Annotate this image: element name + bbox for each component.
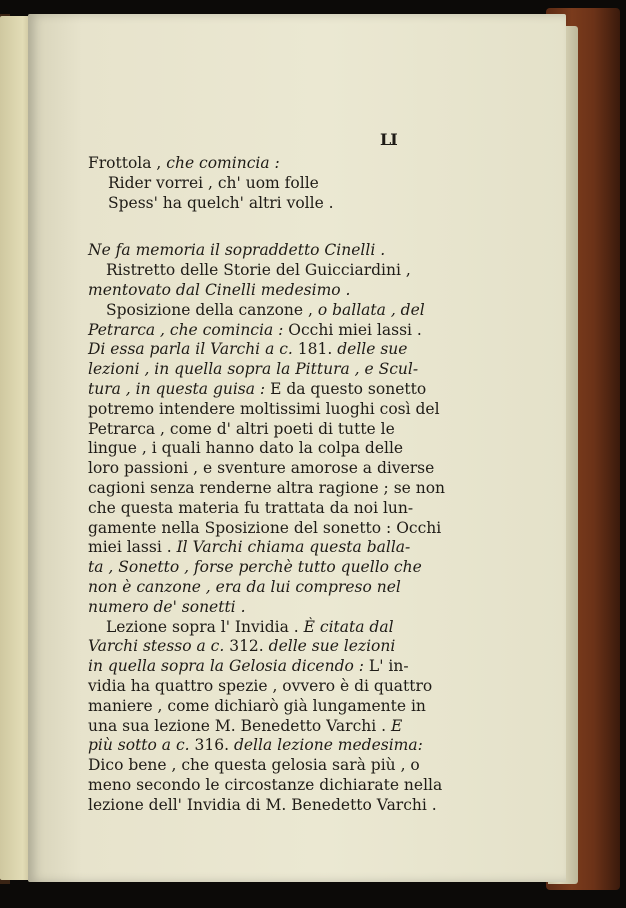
frottola-title-italic: che comincia : xyxy=(166,154,280,172)
text-segment: della lezione medesima: xyxy=(233,736,423,755)
text-line xyxy=(88,598,448,618)
text-segment: più sotto a c. xyxy=(88,736,195,755)
text-segment: lezioni , in quella sopra la Pittura , e Scul- xyxy=(88,360,419,379)
text-line xyxy=(88,717,448,737)
text-line xyxy=(88,420,448,440)
text-segment: loro passioni , e sventure amorose a diverse xyxy=(88,459,435,478)
text-segment: vidia ha quattro spezie , ovvero è di quattro xyxy=(88,676,433,695)
frottola-verse-2: Spess' ha quelch' altri volle . xyxy=(108,193,334,212)
text-segment: o ballata , del xyxy=(317,300,425,319)
text-line xyxy=(88,439,448,459)
text-segment: lezione dell' Invidia di M. Benedetto Varchi . xyxy=(88,795,437,814)
text-segment: 312. xyxy=(229,637,269,656)
text-segment: mentovato dal Cinelli medesimo . xyxy=(88,280,351,299)
text-segment: lingue , i quali hanno dato la colpa delle xyxy=(88,439,404,458)
text-segment: Occhi miei lassi . xyxy=(288,320,422,339)
text-segment: E da questo sonetto xyxy=(270,379,427,398)
text-line xyxy=(88,261,448,281)
text-segment: cagioni senza renderne altra ragione ; se non xyxy=(88,478,446,497)
text-segment: in quella sopra la Gelosia dicendo : xyxy=(88,657,369,676)
text-line xyxy=(88,499,448,519)
text-segment: Lezione sopra l' Invidia . xyxy=(106,617,304,636)
text-line xyxy=(88,776,448,796)
text-line xyxy=(88,637,448,657)
text-line xyxy=(88,677,448,697)
text-segment: delle sue lezioni xyxy=(268,637,396,656)
text-line xyxy=(88,459,448,479)
text-segment: L' in- xyxy=(368,657,409,676)
text-line xyxy=(88,281,448,301)
page-number: LI xyxy=(380,130,397,149)
text-segment: Petrarca , come d' altri poeti di tutte le xyxy=(88,419,395,438)
text-segment: maniere , come dichiarò già lungamente in xyxy=(88,696,426,715)
text-segment: ta , Sonetto , forse perchè tutto quello che xyxy=(88,558,422,577)
frottola-verse-1: Rider vorrei , ch' uom folle xyxy=(108,173,319,192)
text-line xyxy=(88,519,448,539)
text-segment: Varchi stesso a c. xyxy=(88,637,230,656)
text-segment: Sposizione della canzone , xyxy=(106,300,318,319)
text-line xyxy=(88,736,448,756)
text-line xyxy=(88,400,448,420)
frottola-title-roman: Frottola , xyxy=(88,154,162,172)
text-segment: 316. xyxy=(194,736,234,755)
book-page xyxy=(28,14,566,882)
text-segment: 181. xyxy=(297,340,338,359)
text-segment: Petrarca , che comincia : xyxy=(88,320,289,339)
text-segment: Dico bene , che questa gelosia sarà più , o xyxy=(88,756,420,775)
text-line xyxy=(88,796,448,816)
text-line xyxy=(88,756,448,776)
text-line xyxy=(88,360,448,380)
text-segment: meno secondo le circostanze dichiarate nella xyxy=(88,775,443,794)
text-segment: Ristretto delle Storie del Guicciardini , xyxy=(106,261,411,280)
text-segment: tura , in questa guisa : xyxy=(88,379,271,398)
text-segment: gamente nella Sposizione del sonetto : Occhi xyxy=(88,518,442,537)
text-line xyxy=(88,697,448,717)
text-line xyxy=(88,618,448,638)
text-segment: E xyxy=(390,716,403,735)
text-line xyxy=(88,538,448,558)
text-line xyxy=(88,321,448,341)
paragraphs xyxy=(88,241,448,815)
text-line xyxy=(88,479,448,499)
text-segment: non è canzone , era da lui compreso nel xyxy=(88,577,401,596)
text-segment: che questa materia fu trattata da noi lun- xyxy=(88,498,414,517)
text-segment: una sua lezione M. Benedetto Varchi . xyxy=(88,716,391,735)
text-segment: Di essa parla il Varchi a c. xyxy=(88,340,298,359)
text-segment: miei lassi . xyxy=(88,538,177,557)
text-segment: numero de' sonetti . xyxy=(88,597,246,616)
gap xyxy=(88,213,448,241)
text-line xyxy=(88,380,448,400)
text-line xyxy=(88,301,448,321)
text-line xyxy=(88,558,448,578)
text-line xyxy=(88,241,448,261)
text-segment: È citata dal xyxy=(303,617,394,636)
text-line xyxy=(88,340,448,360)
text-segment: Ne fa memoria il sopraddetto Cinelli . xyxy=(88,241,386,260)
page-text xyxy=(88,154,448,816)
frottola-title xyxy=(88,154,448,174)
text-segment: potremo intendere moltissimi luoghi così del xyxy=(88,399,440,418)
text-line xyxy=(88,657,448,677)
text-segment: delle sue xyxy=(337,340,408,359)
text-line xyxy=(88,578,448,598)
text-segment: Il Varchi chiama questa balla- xyxy=(176,538,411,557)
